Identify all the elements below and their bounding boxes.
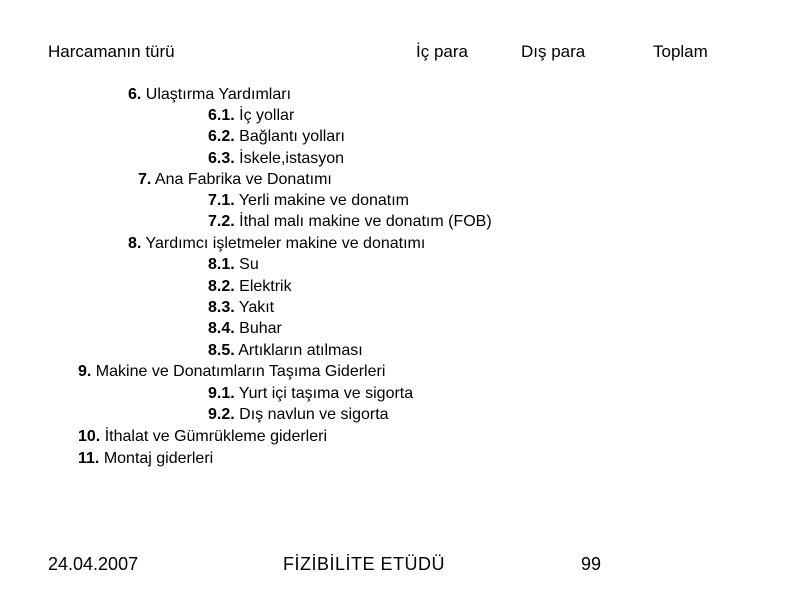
item-label: İthal malı makine ve donatım (FOB) [239, 213, 492, 230]
header-foreign-currency: Dış para [521, 42, 586, 61]
item-label: Dış navlun ve sigorta [239, 406, 389, 423]
item-number: 7. [138, 171, 152, 188]
item-number: 6.1. [208, 107, 235, 124]
item-label: Makine ve Donatımların Taşıma Giderleri [95, 363, 386, 380]
item-number: 8. [128, 235, 142, 252]
item-label: Yerli makine ve donatım [238, 192, 410, 209]
item-label: Ana Fabrika ve Donatımı [154, 171, 332, 188]
list-item [78, 449, 213, 469]
list-item [208, 298, 274, 318]
item-number: 8.1. [208, 256, 235, 273]
header-expense-type: Harcamanın türü [48, 42, 175, 61]
item-number: 6.3. [208, 150, 235, 167]
item-label: Yurt içi taşıma ve sigorta [238, 385, 414, 402]
list-item [208, 255, 259, 275]
list-item [128, 85, 291, 105]
header-total: Toplam [653, 42, 708, 61]
item-number: 8.2. [208, 278, 235, 295]
list-item [208, 277, 292, 297]
item-number: 6. [128, 86, 142, 103]
item-label: Montaj giderleri [103, 450, 214, 467]
item-label: Artıkların atılması [238, 342, 363, 359]
item-label: Su [239, 256, 259, 273]
footer-date: 24.04.2007 [48, 554, 139, 574]
list-item [208, 106, 294, 126]
header-domestic-currency: İç para [416, 42, 468, 61]
item-label: Bağlantı yolları [239, 128, 345, 145]
item-number: 9.1. [208, 385, 235, 402]
item-number: 7.1. [208, 192, 235, 209]
item-label: İthalat ve Gümrükleme giderleri [104, 428, 328, 445]
item-number: 10. [78, 428, 101, 445]
list-item [208, 191, 409, 211]
list-item [208, 212, 492, 232]
item-label: İskele,istasyon [239, 150, 345, 167]
item-number: 8.4. [208, 320, 235, 337]
item-label: Ulaştırma Yardımları [145, 86, 292, 103]
item-label: Elektrik [239, 278, 292, 295]
item-number: 9. [78, 363, 92, 380]
item-number: 9.2. [208, 406, 235, 423]
list-item [208, 149, 344, 169]
list-item [138, 170, 332, 190]
item-number: 7.2. [208, 213, 235, 230]
item-number: 8.5. [208, 342, 235, 359]
list-item [128, 234, 425, 254]
page-number: 99 [581, 554, 602, 574]
list-item [78, 427, 327, 447]
item-label: Yakıt [238, 299, 275, 316]
list-item [208, 384, 413, 404]
item-number: 6.2. [208, 128, 235, 145]
list-item [208, 127, 345, 147]
list-item [208, 319, 282, 339]
item-label: Buhar [239, 320, 282, 337]
item-label: İç yollar [239, 107, 295, 124]
list-item [208, 405, 389, 425]
footer-title: FİZİBİLİTE ETÜDÜ [283, 554, 446, 574]
list-item [78, 362, 385, 382]
item-label: Yardımcı işletmeler makine ve donatımı [145, 235, 426, 252]
item-number: 11. [78, 450, 100, 467]
item-number: 8.3. [208, 299, 235, 316]
list-item [208, 341, 363, 361]
